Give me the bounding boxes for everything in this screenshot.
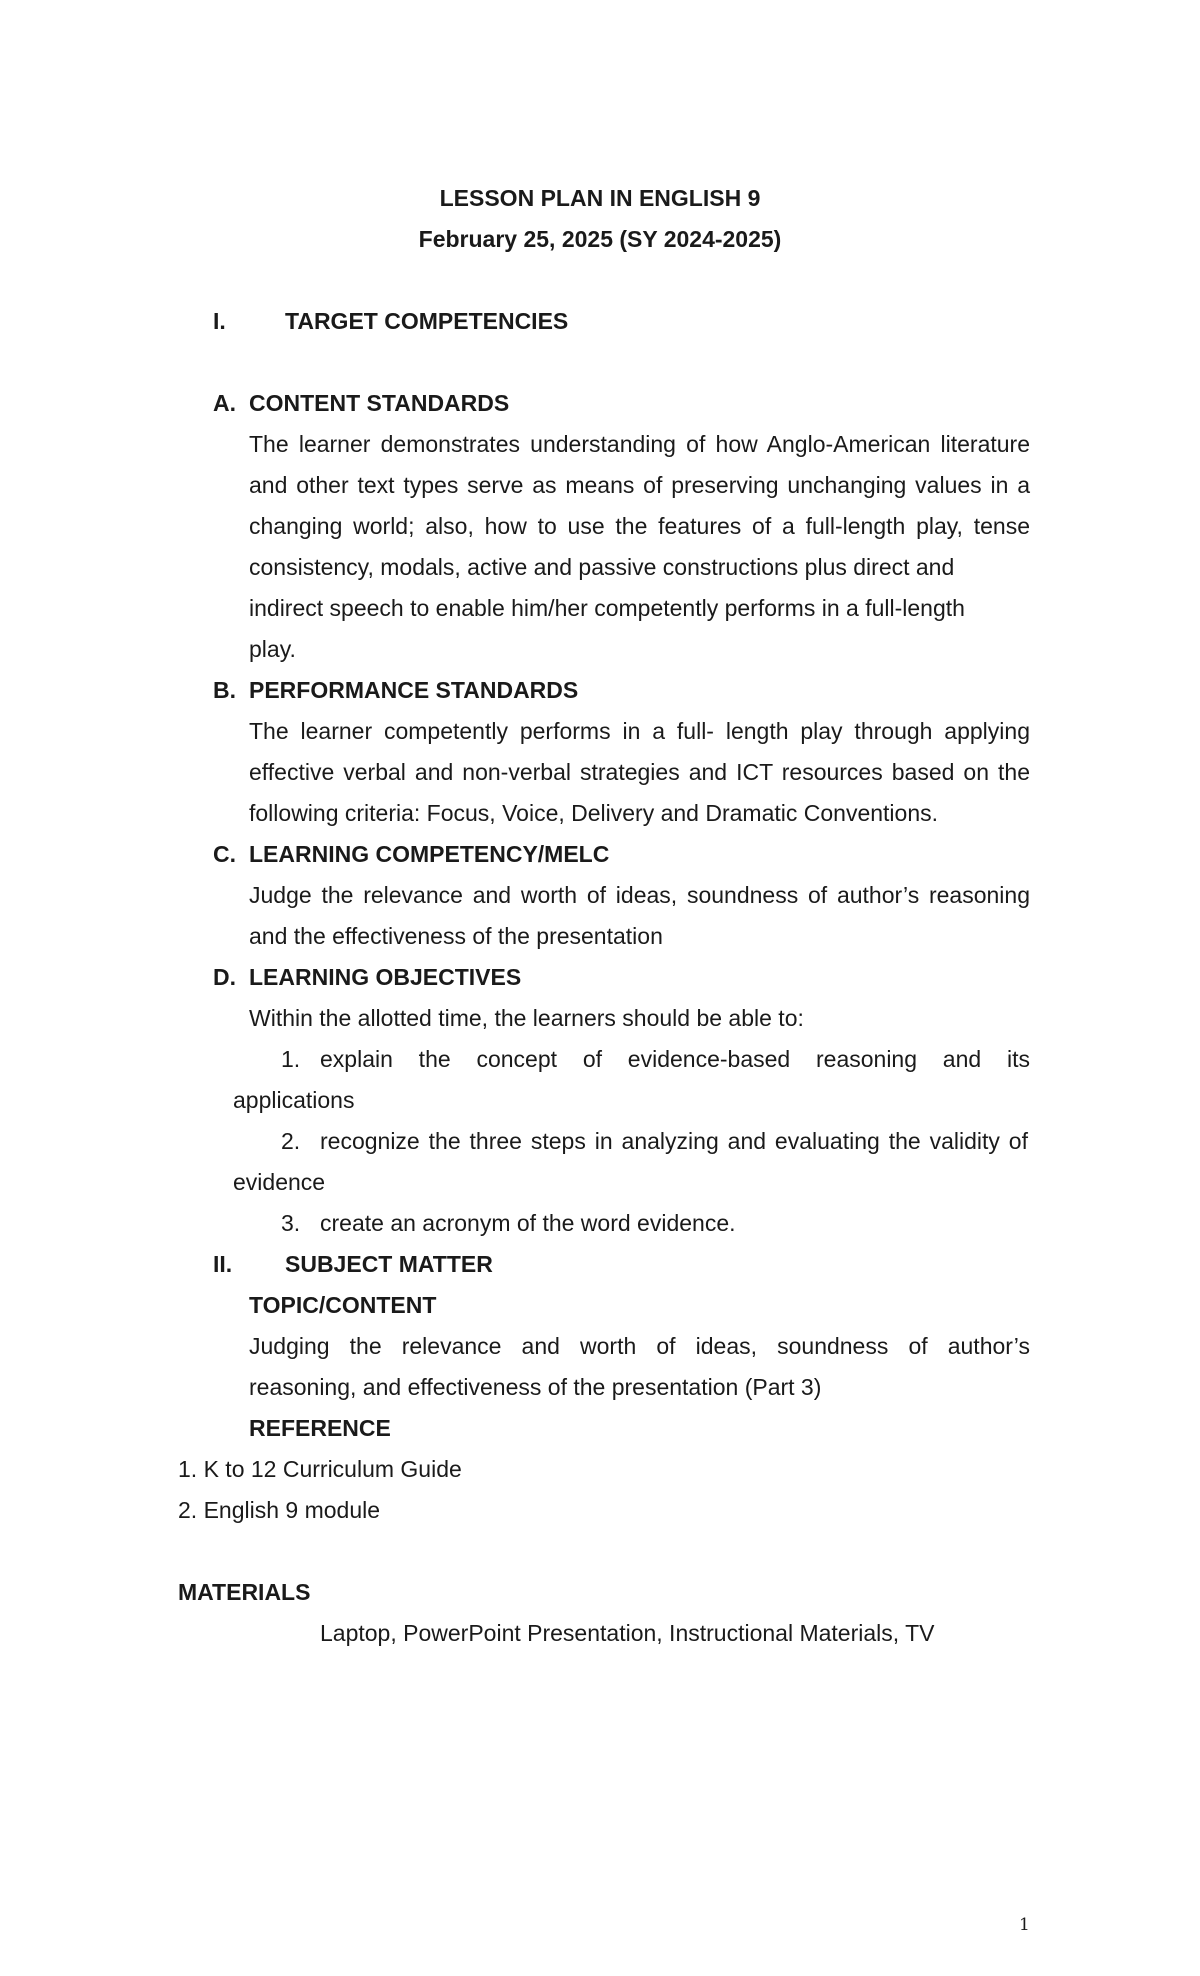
learning-competency-text [249,875,1030,957]
section-title: SUBJECT MATTER [285,1251,493,1277]
objective-text: recognize the three steps in analyzing and evaluating the validity of [320,1128,1028,1154]
objective-number: 1. [281,1046,301,1072]
section-title: TARGET COMPETENCIES [285,308,569,334]
topic-text [249,1326,1030,1408]
objective-text-continued: applications [233,1087,355,1113]
reference-item: 2. English 9 module [178,1497,381,1523]
materials-heading: MATERIALS [178,1579,311,1605]
item-letter: A. [213,390,236,416]
paragraph-line: Judge the relevance and worth of ideas, soundness of author’s reasoning [249,882,1030,908]
objective-item [320,1039,1030,1080]
reference-heading: REFERENCE [249,1415,391,1441]
topic-heading: TOPIC/CONTENT [249,1292,437,1318]
paragraph-line: following criteria: Focus, Voice, Delivery and Dramatic Conventions. [249,800,939,826]
paragraph-line: effective verbal and non-verbal strategies and ICT resources based on the [249,759,1030,785]
objectives-intro: Within the allotted time, the learners should be able to: [249,1005,804,1031]
paragraph-line: changing world; also, how to use the features of a full-length play, tense [249,513,1030,539]
paragraph-line: The learner demonstrates understanding of how Anglo-American literature [249,431,1030,457]
item-letter: B. [213,677,236,703]
document-date: February 25, 2025 (SY 2024-2025) [418,226,782,252]
objective-text: explain the concept of evidence-based reasoning and its [320,1046,1030,1072]
paragraph-line: Judging the relevance and worth of ideas, soundness of author’s [249,1333,1030,1359]
objective-text: create an acronym of the word evidence. [320,1210,736,1236]
objective-number: 2. [281,1128,301,1154]
learning-competency-heading: LEARNING COMPETENCY/MELC [249,841,610,867]
item-letter: D. [213,964,236,990]
objective-text-continued: evidence [233,1169,326,1195]
item-letter: C. [213,841,236,867]
paragraph-line: reasoning, and effectiveness of the presentation (Part 3) [249,1374,822,1400]
paragraph-line: play. [249,636,296,662]
objective-number: 3. [281,1210,301,1236]
learning-objectives-heading: LEARNING OBJECTIVES [249,964,522,990]
materials-text: Laptop, PowerPoint Presentation, Instructional Materials, TV [320,1620,935,1646]
section-numeral: II. [213,1251,233,1277]
content-standards-heading: CONTENT STANDARDS [249,390,510,416]
document-title: LESSON PLAN IN ENGLISH 9 [439,185,761,211]
page-number: 1 [1019,1915,1030,1935]
objective-item [320,1121,1028,1162]
paragraph-line: and the effectiveness of the presentation [249,923,663,949]
reference-item: 1. K to 12 Curriculum Guide [178,1456,462,1482]
section-numeral: I. [213,308,226,334]
performance-standards-heading: PERFORMANCE STANDARDS [249,677,579,703]
content-standards-text [249,424,1030,670]
paragraph-line: consistency, modals, active and passive constructions plus direct and [249,554,955,580]
paragraph-line: and other text types serve as means of preserving unchanging values in a [249,472,1030,498]
paragraph-line: indirect speech to enable him/her competently performs in a full-length [249,595,965,621]
paragraph-line: The learner competently performs in a full- length play through applying [249,718,1030,744]
performance-standards-text [249,711,1030,834]
